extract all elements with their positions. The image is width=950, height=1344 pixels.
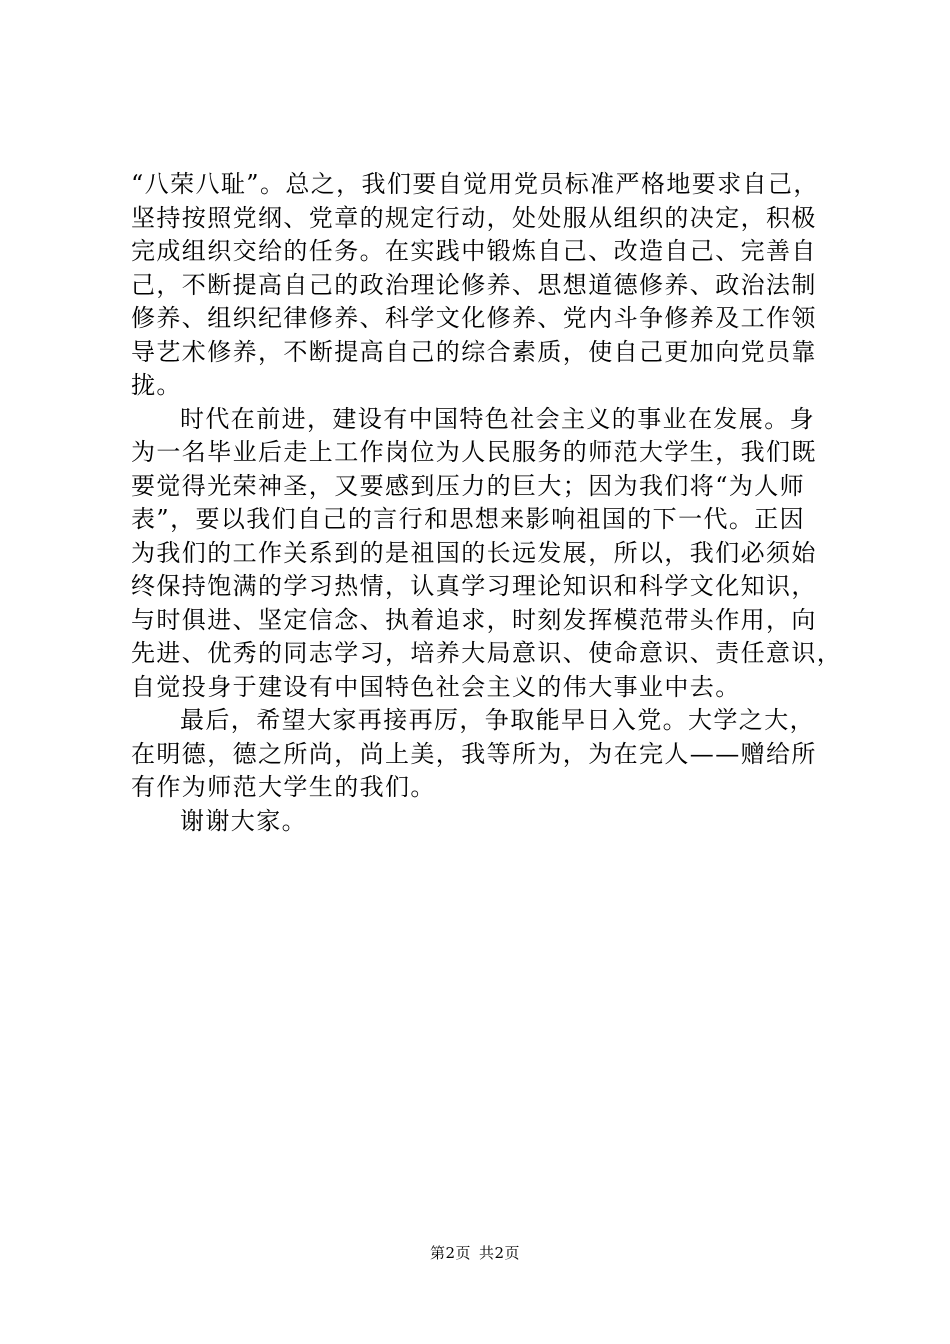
- text-line: 有作为师范大学生的我们。: [131, 773, 436, 801]
- page-footer: [0, 1242, 950, 1263]
- text-line: 要觉得光荣神圣，又要感到压力的巨大；因为我们将“为人师: [131, 471, 806, 500]
- text-line: 与时俱进、坚定信念、执着追求，时刻发挥模范带头作用，向: [131, 605, 817, 634]
- text-line: 拢。: [131, 371, 182, 399]
- text-line: 为我们的工作关系到的是祖国的长远发展，所以，我们必须始: [131, 538, 817, 567]
- text-line: 坚持按照党纲、党章的规定行动，处处服从组织的决定，积极: [131, 203, 817, 232]
- text-line: 在明德，德之所尚，尚上美，我等所为，为在完人——赠给所: [131, 739, 817, 768]
- text-line: “八荣八耻”。总之，我们要自觉用党员标准严格地要求自己，: [131, 170, 819, 198]
- text-line: 为一名毕业后走上工作岗位为人民服务的师范大学生，我们既: [131, 438, 817, 466]
- text-line: 自觉投身于建设有中国特色社会主义的伟大事业中去。: [131, 672, 741, 701]
- closing-line: 谢谢大家。: [180, 806, 307, 835]
- text-line: 先进、优秀的同志学习，培养大局意识、使命意识、责任意识，: [131, 639, 843, 667]
- page-total: 共2页: [479, 1244, 521, 1262]
- document-body: [131, 168, 841, 838]
- text-line: 修养、组织纪律修养、科学文化修养、党内斗争修养及工作领: [131, 304, 817, 332]
- paragraph-start-line: 最后，希望大家再接再厉，争取能早日入党。大学之大，: [180, 706, 815, 734]
- text-line: 表”，要以我们自己的言行和思想来影响祖国的下一代。正因: [131, 505, 806, 533]
- text-line: 完成组织交给的任务。在实践中锻炼自己、改造自己、完善自: [131, 237, 817, 265]
- text-line: 终保持饱满的学习热情，认真学习理论知识和科学文化知识，: [131, 572, 817, 600]
- paragraph-start-line: 时代在前进，建设有中国特色社会主义的事业在发展。身: [180, 404, 815, 433]
- text-line: 导艺术修养，不断提高自己的综合素质，使自己更加向党员靠: [131, 337, 817, 366]
- page-number: 第2页: [429, 1244, 471, 1262]
- text-line: 己，不断提高自己的政治理论修养、思想道德修养、政治法制: [131, 270, 817, 299]
